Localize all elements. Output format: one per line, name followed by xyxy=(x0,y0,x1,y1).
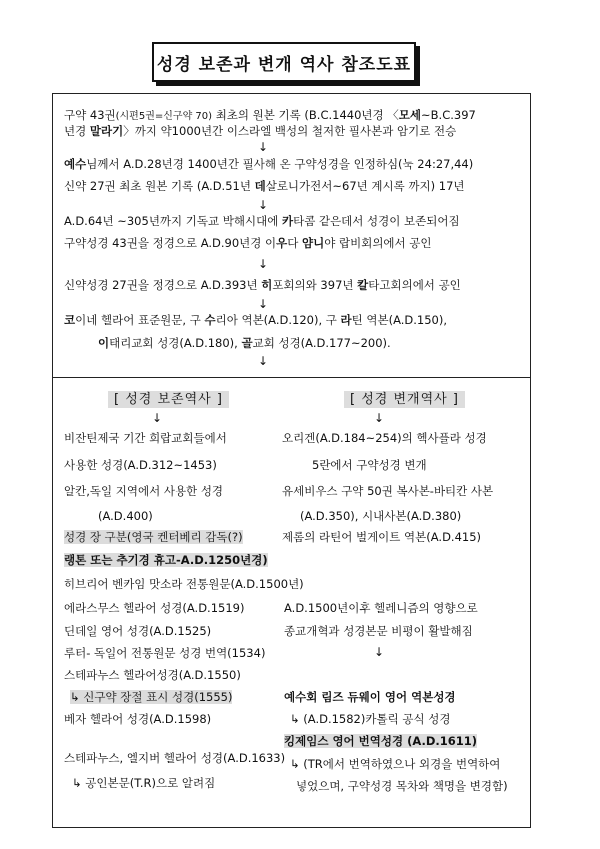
top-line-1: 구약 43권(시편5권=신구약 70) 최초의 원본 기록 (B.C.1440년경 〈모세~B.C.397 xyxy=(64,108,476,122)
arrow-3: ↓ xyxy=(258,257,269,271)
top-line-4: 신약 27권 최초 원본 기록 (A.D.51년 데살로니가전서~67년 계시록 까지) 17년 xyxy=(64,179,465,193)
right-item-4: (A.D.350), 시내사본(A.D.380) xyxy=(300,509,462,523)
left-item-6: 랭톤 또는 추기경 휴고-A.D.1250년경) xyxy=(64,553,268,567)
right-item-2: 5란에서 구약성경 변개 xyxy=(312,458,427,472)
left-item-1: 비잔틴제국 기간 희랍교회들에서 xyxy=(64,431,227,445)
arrow-1: ↓ xyxy=(258,140,269,154)
right-item-5: 제롬의 라틴어 벌게이트 역본(A.D.415) xyxy=(282,530,482,544)
right-item-11: ↳ (TR에서 번역하였으나 외경을 번역하여 xyxy=(290,757,501,771)
right-item-8: 예수회 림즈 듀웨이 영어 역본성경 xyxy=(284,690,456,704)
right-item-7: 종교개혁과 성경본문 비평이 활발해짐 xyxy=(284,624,473,638)
right-column-header: [ 성경 변개역사 ] xyxy=(344,388,465,407)
right-item-9: ↳ (A.D.1582)카톨릭 공식 성경 xyxy=(290,712,451,726)
left-item-15: ↳ 공인본문(T.R)으로 알려짐 xyxy=(72,776,216,790)
top-line-7: 신약성경 27권을 정경으로 A.D.393년 히포회의와 397년 칼타고회의에서 공인 xyxy=(64,278,461,292)
top-line-9: 이태리교회 성경(A.D.180), 골교회 성경(A.D.177~200). xyxy=(98,336,391,350)
left-item-4: (A.D.400) xyxy=(98,509,153,523)
left-item-13: 베자 헬라어 성경(A.D.1598) xyxy=(64,712,212,726)
left-arrow-1: ↓ xyxy=(152,411,163,425)
arrow-5: ↓ xyxy=(258,354,269,368)
top-line-2: 년경 말라기〉까지 약1000년간 이스라엘 백성의 철저한 필사본과 암기로 전승 xyxy=(64,124,457,138)
page-title: 성경 보존과 변개 역사 참조도표 xyxy=(156,54,412,75)
top-line-6: 구약성경 43권을 정경으로 A.D.90년경 이우다 얌니야 랍비회의에서 공인 xyxy=(64,236,432,250)
right-item-6: A.D.1500년이후 헬레니즘의 영향으로 xyxy=(284,601,478,615)
right-item-3: 유세비우스 구약 50권 복사본-바티칸 사본 xyxy=(282,484,494,498)
left-item-10: 루터- 독일어 전통원문 성경 번역(1534) xyxy=(64,646,266,660)
top-line-3: 예수님께서 A.D.28년경 1400년간 필사해 온 구약성경을 인정하심(눅 24:27,44) xyxy=(64,157,474,171)
right-arrow-2: ↓ xyxy=(374,645,385,659)
left-item-3: 알칸,독일 지역에서 사용한 성경 xyxy=(64,484,224,498)
right-item-12: 넣었으며, 구약성경 목차와 책명을 변경함) xyxy=(296,779,508,793)
left-item-9: 딘데일 영어 성경(A.D.1525) xyxy=(64,624,212,638)
left-item-7: 히브리어 벤카임 맛소라 전통원문(A.D.1500년) xyxy=(64,577,304,591)
left-item-5: 성경 장 구분(영국 켄터베리 감독(?) xyxy=(64,530,243,544)
top-line-8: 코이네 헬라어 표준원문, 구 수리아 역본(A.D.120), 구 라틴 역본(A.D.150), xyxy=(64,313,448,327)
left-item-2: 사용한 성경(A.D.312~1453) xyxy=(64,458,217,472)
title-box xyxy=(152,42,416,82)
left-item-11: 스테파누스 헬라어성경(A.D.1550) xyxy=(64,668,241,682)
arrow-4: ↓ xyxy=(258,297,269,311)
arrow-2: ↓ xyxy=(258,198,269,212)
right-item-10: 킹제임스 영어 번역성경 (A.D.1611) xyxy=(284,734,478,748)
left-item-8: 에라스무스 헬라어 성경(A.D.1519) xyxy=(64,601,245,615)
left-item-14: 스테파누스, 엘지버 헬라어 성경(A.D.1633) xyxy=(64,751,286,765)
left-column-header: [ 성경 보존역사 ] xyxy=(108,388,229,407)
section-divider xyxy=(52,377,531,378)
right-arrow-1: ↓ xyxy=(374,411,385,425)
top-line-5: A.D.64년 ~305년까지 기독교 박해시대에 카타콤 같은데서 성경이 보존되어짐 xyxy=(64,214,460,228)
left-item-12: ↳ 신구약 장절 표시 성경(1555) xyxy=(70,690,233,704)
right-item-1: 오리겐(A.D.184~254)의 헥사플라 성경 xyxy=(282,431,487,445)
